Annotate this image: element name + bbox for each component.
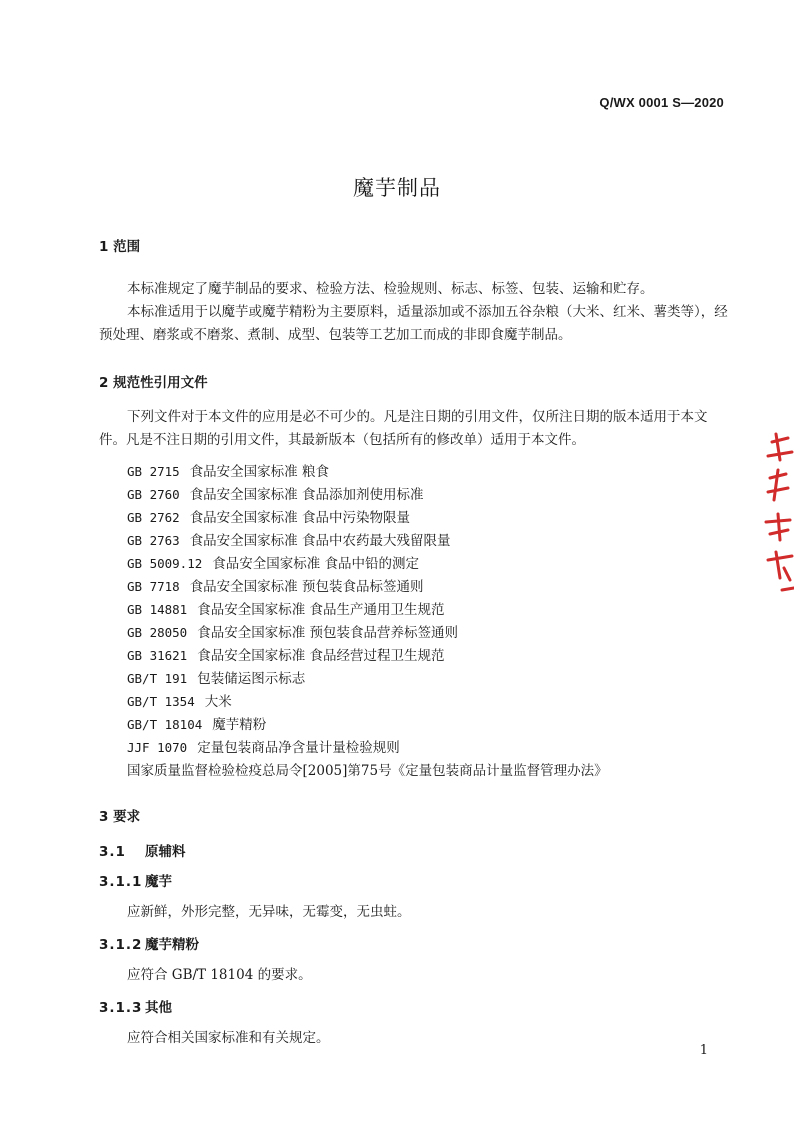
reference-item <box>127 644 445 664</box>
subsection-3-1-1-heading <box>99 870 172 890</box>
subsection-number: 3.1.2 <box>99 937 143 953</box>
subsection-title: 魔芋精粉 <box>145 937 199 953</box>
section-1-para-2: 本标准适用于以魔芋或魔芋精粉为主要原料，适量添加或不添加五谷杂粮（大米、红米、薯类等），经预处理、磨浆或不磨浆、煮制、成型、包装等工艺加工而成的非即食魔芋制品。 <box>99 304 728 343</box>
subsection-3-1-3-text: 应符合相关国家标准和有关规定。 <box>127 1030 330 1046</box>
subsection-title: 其他 <box>145 1000 172 1016</box>
reference-name: 食品安全国家标准 食品经营过程卫生规范 <box>197 648 445 664</box>
subsection-3-1-3-heading <box>99 996 172 1016</box>
section-2-heading: 2 规范性引用文件 <box>99 375 208 391</box>
reference-name: 食品安全国家标准 预包装食品标签通则 <box>189 579 424 595</box>
page-number: 1 <box>699 1043 708 1058</box>
document-title: 魔芋制品 <box>353 176 441 200</box>
standard-code: Q/WX 0001 S—2020 <box>599 95 724 110</box>
reference-item <box>127 736 400 756</box>
seal-stamp-icon <box>758 430 794 600</box>
reference-item <box>127 575 423 595</box>
reference-name: 食品安全国家标准 食品中农药最大残留限量 <box>189 533 451 549</box>
subsection-3-1-2-heading <box>99 933 199 953</box>
reference-item <box>127 713 266 733</box>
reference-code: GB 28050 <box>127 625 188 640</box>
reference-code: GB 2715 <box>127 464 180 479</box>
reference-name: 食品安全国家标准 预包装食品营养标签通则 <box>197 625 459 641</box>
reference-name: 食品安全国家标准 食品中污染物限量 <box>189 510 410 526</box>
reference-item <box>127 667 305 687</box>
reference-name: 魔芋精粉 <box>212 717 267 733</box>
reference-code: GB/T 1354 <box>127 694 195 709</box>
subsection-title: 魔芋 <box>145 874 172 890</box>
section-2-intro: 下列文件对于本文件的应用是必不可少的。凡是注日期的引用文件，仅所注日期的版本适用于本文件。凡是不注日期的引用文件，其最新版本（包括所有的修改单）适用于本文件。 <box>99 409 708 448</box>
reference-item <box>127 552 419 572</box>
reference-name: 大米 <box>204 694 232 710</box>
reference-item <box>127 529 450 549</box>
subsection-number: 3.1.1 <box>99 874 143 890</box>
reference-item <box>127 483 423 503</box>
reference-code: JJF 1070 <box>127 740 188 755</box>
reference-code: GB/T 191 <box>127 671 188 686</box>
reference-code: GB 14881 <box>127 602 188 617</box>
reference-code: GB/T 18104 <box>127 717 203 732</box>
reference-name: 包装储运图示标志 <box>197 671 306 687</box>
reference-name: 食品安全国家标准 食品添加剂使用标准 <box>189 487 424 503</box>
reference-code: GB 5009.12 <box>127 556 203 571</box>
subsection-3-1-1-text: 应新鲜，外形完整，无异味，无霉变，无虫蛀。 <box>127 904 411 920</box>
subsection-3-1-2-text: 应符合 GB/T 18104 的要求。 <box>127 967 312 983</box>
reference-code: GB 2760 <box>127 487 180 502</box>
reference-name: 食品安全国家标准 食品生产通用卫生规范 <box>197 602 445 618</box>
subsection-number: 3.1.3 <box>99 1000 143 1016</box>
reference-item <box>127 460 329 480</box>
reference-item <box>127 690 232 710</box>
subsection-3-1-heading <box>99 840 186 860</box>
reference-code: GB 2762 <box>127 510 180 525</box>
section-3-heading: 3 要求 <box>99 809 141 825</box>
reference-code: GB 7718 <box>127 579 180 594</box>
reference-name: 食品安全国家标准 食品中铅的测定 <box>212 556 420 572</box>
subsection-title: 原辅料 <box>145 844 186 860</box>
reference-item <box>127 598 445 618</box>
reference-code: GB 2763 <box>127 533 180 548</box>
reference-name: 定量包装商品净含量计量检验规则 <box>197 740 400 756</box>
reference-item-decree: 国家质量监督检验检疫总局令[2005]第75号《定量包装商品计量监督管理办法》 <box>127 763 608 779</box>
reference-item <box>127 506 410 526</box>
reference-code: GB 31621 <box>127 648 188 663</box>
reference-item <box>127 621 458 641</box>
reference-name: 食品安全国家标准 粮食 <box>189 464 329 480</box>
subsection-number: 3.1 <box>99 844 126 860</box>
section-1-para-1: 本标准规定了魔芋制品的要求、检验方法、检验规则、标志、标签、包装、运输和贮存。 <box>127 281 654 297</box>
section-1-heading: 1 范围 <box>99 239 141 255</box>
